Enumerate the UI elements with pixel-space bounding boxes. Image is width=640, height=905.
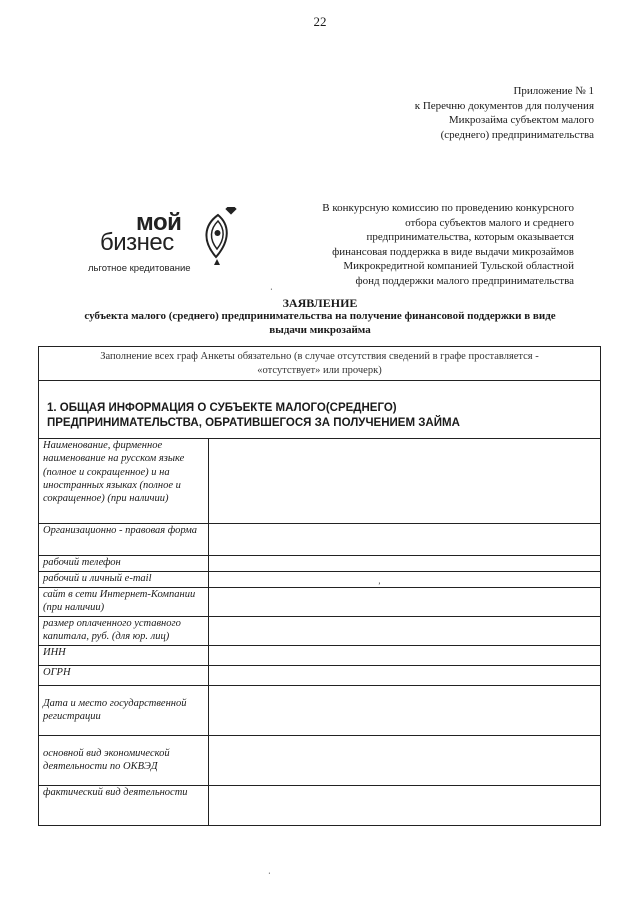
application-form — [38, 346, 601, 826]
logo-word-2: бизнес — [100, 229, 174, 256]
table-row — [39, 587, 600, 616]
section-heading-line: 1. ОБЩАЯ ИНФОРМАЦИЯ О СУБЪЕКТЕ МАЛОГО(СРЕДНЕГО) — [47, 402, 397, 414]
field-label-email: рабочий и личный e-mail — [39, 571, 209, 587]
appendix-note — [294, 84, 594, 142]
field-label-actual-activity: фактический вид деятельности — [39, 785, 209, 825]
subtitle-line: субъекта малого (среднего) предпринимательства на получение финансовой поддержки в виде — [84, 310, 556, 322]
field-input-name[interactable] — [209, 439, 601, 523]
field-label-website: сайт в сети Интернет-Компании (при наличии) — [39, 587, 209, 616]
addressee-block — [254, 201, 574, 289]
rocket-emblem-icon — [200, 207, 240, 269]
addressee-line: Микрокредитной компанией Тульской областной — [343, 260, 574, 273]
field-input-website[interactable] — [209, 587, 601, 616]
form-instructions — [39, 347, 600, 381]
appendix-line: (среднего) предпринимательства — [440, 128, 594, 141]
table-row — [39, 571, 600, 587]
addressee-line: финансовая поддержка в виде выдачи микрозаймов — [332, 245, 574, 258]
field-label-ogrn: ОГРН — [39, 665, 209, 685]
field-input-legal-form[interactable] — [209, 523, 601, 555]
field-input-capital[interactable] — [209, 616, 601, 645]
appendix-line: к Перечню документов для получения — [414, 99, 594, 112]
field-input-okved[interactable] — [209, 735, 601, 785]
field-label-registration: Дата и место государственной регистрации — [39, 685, 209, 735]
section-heading-line: ПРЕДПРИНИМАТЕЛЬСТВА, ОБРАТИВШЕГОСЯ ЗА ПОЛУЧЕНИЕМ ЗАЙМА — [47, 416, 460, 429]
scan-speck: ⋅ — [270, 285, 273, 294]
document-title: ЗАЯВЛЕНИЕ — [282, 296, 358, 310]
document-subtitle — [40, 309, 600, 337]
addressee-line: отбора субъектов малого и среднего — [405, 216, 574, 229]
field-input-phone[interactable] — [209, 555, 601, 571]
addressee-line: В конкурсную комиссию по проведению конкурсного — [322, 202, 574, 214]
field-input-email[interactable] — [209, 571, 601, 587]
appendix-line: Микрозайма субъектом малого — [448, 114, 594, 126]
table-row — [39, 616, 600, 645]
logo-word-1: мой — [136, 209, 182, 236]
table-row — [39, 439, 600, 523]
scan-speck: ’ — [378, 581, 381, 590]
section-heading — [39, 381, 600, 439]
appendix-line: Приложение № 1 — [513, 85, 594, 97]
instruction-line: Заполнение всех граф Анкеты обязательно (в случае отсутствия сведений в графе проставляется - — [100, 351, 539, 362]
subtitle-line: выдачи микрозайма — [269, 324, 371, 336]
field-label-capital: размер оплаченного уставного капитала, руб. (для юр. лиц) — [39, 616, 209, 645]
field-input-registration[interactable] — [209, 685, 601, 735]
scan-speck: ⋅ — [268, 869, 271, 878]
table-row — [39, 665, 600, 685]
table-row — [39, 555, 600, 571]
company-info-table — [39, 439, 600, 825]
moi-biznes-logo — [88, 207, 250, 282]
field-input-ogrn[interactable] — [209, 665, 601, 685]
table-row — [39, 735, 600, 785]
field-input-actual-activity[interactable] — [209, 785, 601, 825]
table-row — [39, 645, 600, 665]
field-label-legal-form: Организационно - правовая форма — [39, 523, 209, 555]
table-row — [39, 685, 600, 735]
logo-tagline: льготное кредитование — [88, 263, 191, 274]
table-row — [39, 785, 600, 825]
field-label-phone: рабочий телефон — [39, 555, 209, 571]
page-number: 22 — [313, 14, 327, 29]
addressee-line: предпринимательства, которым оказывается — [366, 231, 574, 244]
field-input-inn[interactable] — [209, 645, 601, 665]
addressee-line: фонд поддержки малого предпринимательства — [355, 274, 574, 287]
instruction-line: «отсутствует» или прочерк) — [257, 364, 382, 376]
field-label-inn: ИНН — [39, 645, 209, 665]
field-label-name: Наименование, фирменное наименование на русском языке (полное и сокращенное) и на иностранных языках (полное и сокращенное) (при наличии) — [39, 439, 209, 523]
field-label-okved: основной вид экономической деятельности по ОКВЭД — [39, 735, 209, 785]
table-row — [39, 523, 600, 555]
